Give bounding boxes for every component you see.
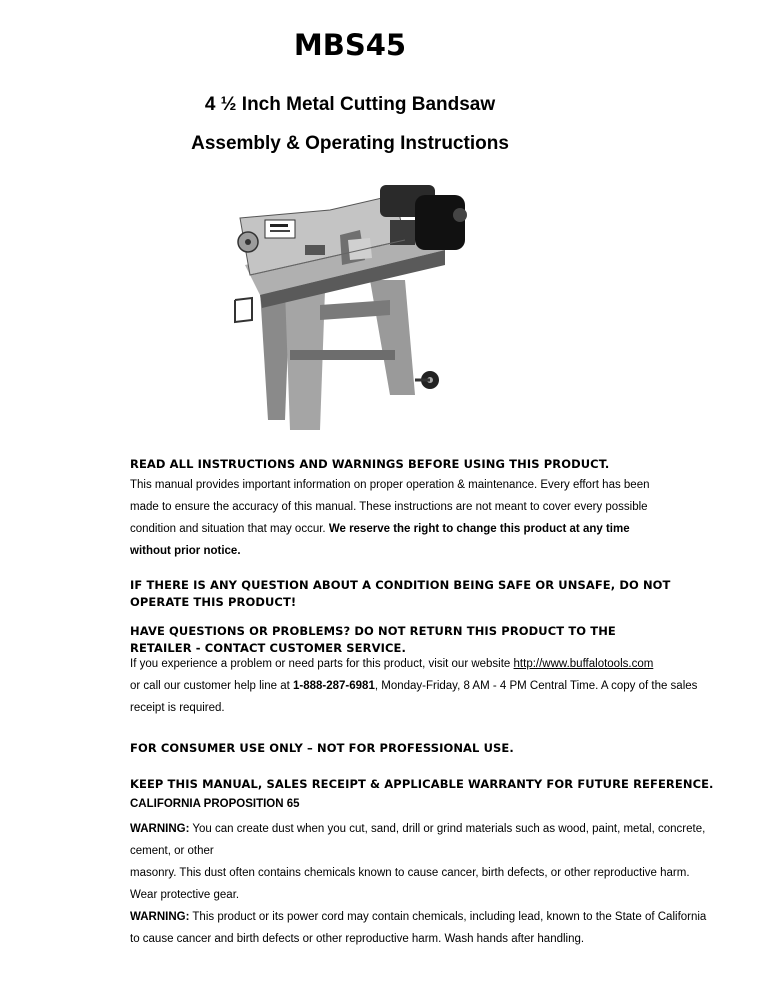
manual-line: without prior notice. [130, 545, 241, 557]
keep-manual-notice: KEEP THIS MANUAL, SALES RECEIPT & APPLICABLE WARRANTY FOR FUTURE REFERENCE. [130, 777, 714, 791]
prop65-warnings [130, 818, 730, 950]
contact-text: , Monday-Friday, 8 AM - 4 PM Central Time. A copy of the sales [374, 680, 698, 692]
notice-line: RETAILER - CONTACT CUSTOMER SERVICE. [130, 641, 406, 655]
manual-bold-text: We reserve the right to change this product at any time [328, 523, 630, 535]
warning-text: You can create dust when you cut, sand, drill or grind materials such as wood, paint, metal, concrete, [189, 823, 706, 835]
contact-line [130, 653, 730, 675]
manual-paragraph [130, 474, 730, 562]
document-subtitle: Assembly & Operating Instructions [191, 133, 509, 154]
read-instructions-notice: READ ALL INSTRUCTIONS AND WARNINGS BEFORE USING THIS PRODUCT. [130, 457, 610, 471]
phone-number: 1-888-287-6981 [293, 680, 375, 692]
manual-text: condition and situation that may occur. [130, 523, 329, 535]
consumer-use-notice: FOR CONSUMER USE ONLY – NOT FOR PROFESSIONAL USE. [130, 741, 514, 755]
notice-line: HAVE QUESTIONS OR PROBLEMS? DO NOT RETURN THIS PRODUCT TO THE [130, 624, 616, 638]
prop65-heading: CALIFORNIA PROPOSITION 65 [130, 798, 300, 810]
contact-text: or call our customer help line at [130, 680, 293, 692]
notice-line: OPERATE THIS PRODUCT! [130, 595, 297, 609]
contact-line: receipt is required. [130, 702, 225, 714]
warning-line: cement, or other [130, 845, 214, 857]
warning-line [130, 818, 730, 840]
product-subtitle: 4 ½ Inch Metal Cutting Bandsaw [204, 94, 496, 115]
contact-line [130, 675, 730, 697]
product-model-title: MBS45 [293, 28, 407, 62]
website-link[interactable]: http://www.buffalotools.com [513, 658, 654, 670]
unsafe-condition-notice [130, 577, 740, 611]
warning-line: Wear protective gear. [130, 889, 240, 901]
bandsaw-photo [230, 180, 480, 440]
warning-line [130, 906, 730, 928]
warning-label: WARNING: [130, 911, 190, 923]
contact-text: If you experience a problem or need parts for this product, visit our website [130, 658, 514, 670]
manual-line: made to ensure the accuracy of this manual. These instructions are not meant to cover every possible [130, 501, 648, 513]
warning-label: WARNING: [130, 823, 190, 835]
manual-line: This manual provides important information on proper operation & maintenance. Every effort has been [130, 479, 650, 491]
contact-paragraph [130, 653, 730, 719]
warning-line: to cause cancer and birth defects or other reproductive harm. Wash hands after handling. [130, 933, 585, 945]
warning-line: masonry. This dust often contains chemicals known to cause cancer, birth defects, or other reproductive harm. [130, 867, 690, 879]
manual-line [130, 518, 730, 540]
notice-line: IF THERE IS ANY QUESTION ABOUT A CONDITION BEING SAFE OR UNSAFE, DO NOT [130, 578, 671, 592]
warning-text: This product or its power cord may contain chemicals, including lead, known to the State of California [189, 911, 707, 923]
questions-notice [130, 623, 740, 657]
